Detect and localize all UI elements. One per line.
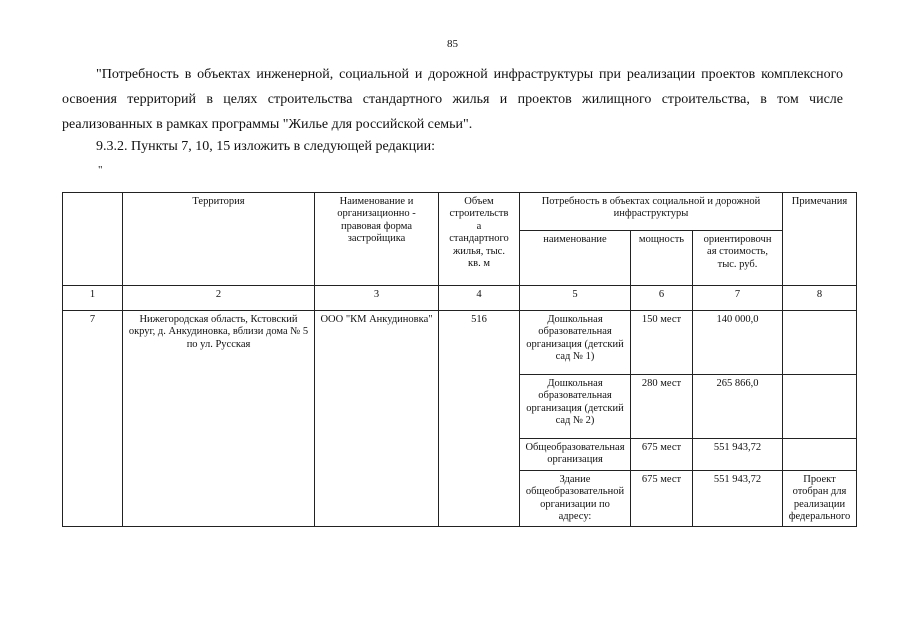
object-name-cell: Здание общеобразовательной организации по адресу: <box>520 470 631 527</box>
capacity-cell: 150 мест <box>631 311 693 375</box>
column-number: 5 <box>520 286 631 311</box>
header-row-number <box>63 193 123 286</box>
column-number: 2 <box>123 286 315 311</box>
infrastructure-table <box>62 192 857 527</box>
header-volume-line-1: Объем <box>464 196 494 207</box>
object-name-cell: Дошкольная образовательная организация (детский сад № 1) <box>520 311 631 375</box>
intro-paragraph: "Потребность в объектах инженерной, социальной и дорожной инфраструктуры при реализации проектов комплексного освоения территорий в целях строительства стандартного жилья и проектов жилищного строительства, в том числе реализованных в рамках программы "Жилье для российской семьи". <box>62 67 843 132</box>
header-territory: Территория <box>123 193 315 286</box>
column-number: 3 <box>315 286 439 311</box>
developer-cell: ООО "КМ Анкудиновка" <box>315 311 439 527</box>
cost-cell: 265 866,0 <box>693 375 783 439</box>
column-number: 1 <box>63 286 123 311</box>
cost-cell: 140 000,0 <box>693 311 783 375</box>
column-number-row <box>63 286 857 311</box>
column-number: 6 <box>631 286 693 311</box>
volume-cell: 516 <box>439 311 520 527</box>
note-cell <box>783 311 857 375</box>
header-row-1 <box>63 193 857 231</box>
capacity-cell: 280 мест <box>631 375 693 439</box>
header-developer: Наименование и организационно - правовая форма застройщика <box>315 193 439 286</box>
header-cost <box>693 231 783 286</box>
header-volume-line-5: жилья, тыс. <box>453 245 505 257</box>
capacity-cell: 675 мест <box>631 439 693 471</box>
header-capacity: мощность <box>631 231 693 286</box>
object-name-cell: Общеобразовательная организация <box>520 439 631 471</box>
territory-cell: Нижегородская область, Кстовский округ, д. Анкудиновка, вблизи дома № 5 по ул. Русская <box>123 311 315 527</box>
capacity-cell: 675 мест <box>631 470 693 527</box>
header-need-group: Потребность в объектах социальной и дорожной инфраструктуры <box>520 193 783 231</box>
header-notes: Примечания <box>783 193 857 286</box>
header-volume <box>439 193 520 286</box>
header-volume-line-6: кв. м <box>468 258 490 270</box>
header-cost-line-1: ориентировочн <box>703 234 772 245</box>
note-cell <box>783 375 857 439</box>
row-number: 7 <box>63 311 123 527</box>
header-cost-line-3: тыс. руб. <box>717 258 758 270</box>
column-number: 7 <box>693 286 783 311</box>
table-row <box>63 311 857 375</box>
column-number: 4 <box>439 286 520 311</box>
opening-quote-mark: " <box>98 164 103 176</box>
header-volume-line-4: стандартного <box>449 233 509 245</box>
note-cell <box>783 439 857 471</box>
header-volume-line-3: а <box>476 220 482 232</box>
column-number: 8 <box>783 286 857 311</box>
page-number: 85 <box>447 38 458 50</box>
instruction-line: 9.3.2. Пункты 7, 10, 15 изложить в следующей редакции: <box>96 139 436 154</box>
cost-cell: 551 943,72 <box>693 439 783 471</box>
cost-cell: 551 943,72 <box>693 470 783 527</box>
note-cell: Проект отобран для реализации федерального <box>783 470 857 527</box>
object-name-cell: Дошкольная образовательная организация (детский сад № 2) <box>520 375 631 439</box>
header-cost-line-2: ая стоимость, <box>707 246 768 258</box>
header-object-name: наименование <box>520 231 631 286</box>
header-volume-line-2: строительств <box>449 208 509 220</box>
